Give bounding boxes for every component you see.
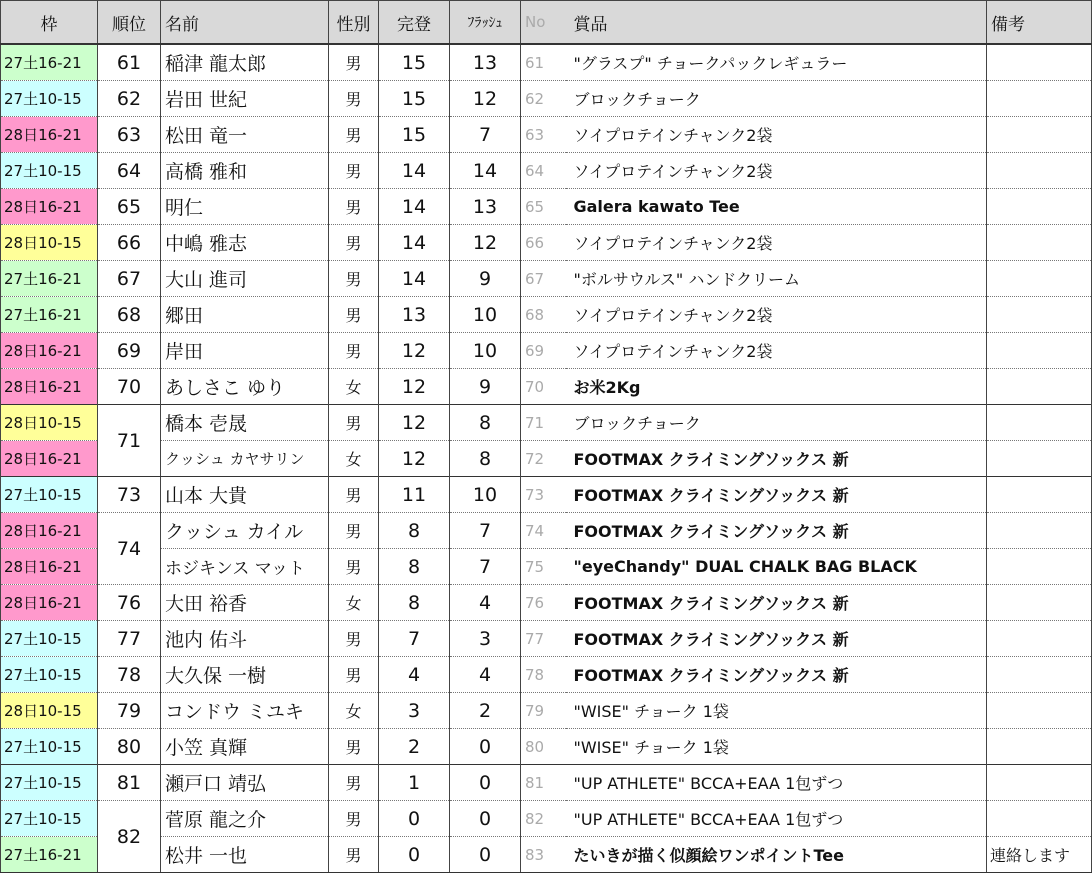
table-row xyxy=(1,513,1092,549)
complete-cell: 8 xyxy=(379,513,450,549)
rank-cell: 69 xyxy=(98,333,161,369)
note-cell xyxy=(987,369,1092,405)
slot-cell: 27土10-15 xyxy=(1,765,98,801)
slot-cell: 28日16-21 xyxy=(1,117,98,153)
sex-cell: 男 xyxy=(329,44,379,81)
complete-cell: 12 xyxy=(379,405,450,441)
flash-cell: 9 xyxy=(450,369,521,405)
prize-cell: ソイプロテインチャンク2袋 xyxy=(566,117,987,153)
name-cell: 松井 一也 xyxy=(161,837,329,873)
table-row xyxy=(1,729,1092,765)
flash-cell: 4 xyxy=(450,585,521,621)
sex-cell: 男 xyxy=(329,513,379,549)
flash-cell: 0 xyxy=(450,837,521,873)
no-cell: 62 xyxy=(521,81,566,117)
no-cell: 83 xyxy=(521,837,566,873)
sex-cell: 男 xyxy=(329,621,379,657)
complete-cell: 14 xyxy=(379,225,450,261)
no-cell: 80 xyxy=(521,729,566,765)
slot-cell: 27土16-21 xyxy=(1,837,98,873)
complete-cell: 0 xyxy=(379,801,450,837)
prize-cell: FOOTMAX クライミングソックス 新 xyxy=(566,513,987,549)
table-row xyxy=(1,189,1092,225)
rank-cell: 79 xyxy=(98,693,161,729)
table-row xyxy=(1,585,1092,621)
name-cell: 山本 大貴 xyxy=(161,477,329,513)
note-cell xyxy=(987,801,1092,837)
no-cell: 76 xyxy=(521,585,566,621)
note-cell xyxy=(987,297,1092,333)
flash-cell: 8 xyxy=(450,405,521,441)
sex-cell: 女 xyxy=(329,369,379,405)
note-cell xyxy=(987,693,1092,729)
flash-cell: 7 xyxy=(450,549,521,585)
note-cell xyxy=(987,765,1092,801)
slot-cell: 28日16-21 xyxy=(1,441,98,477)
prize-cell: ソイプロテインチャンク2袋 xyxy=(566,333,987,369)
table-row xyxy=(1,44,1092,81)
prize-cell: FOOTMAX クライミングソックス 新 xyxy=(566,657,987,693)
prize-cell: "グラスプ" チョークパックレギュラー xyxy=(566,44,987,81)
flash-cell: 13 xyxy=(450,189,521,225)
name-cell: 大山 進司 xyxy=(161,261,329,297)
complete-cell: 8 xyxy=(379,549,450,585)
table-row xyxy=(1,225,1092,261)
no-cell: 69 xyxy=(521,333,566,369)
sex-cell: 女 xyxy=(329,441,379,477)
note-cell xyxy=(987,657,1092,693)
table-row xyxy=(1,765,1092,801)
complete-cell: 1 xyxy=(379,765,450,801)
slot-cell: 28日16-21 xyxy=(1,585,98,621)
rank-cell: 80 xyxy=(98,729,161,765)
flash-cell: 0 xyxy=(450,765,521,801)
rank-cell: 66 xyxy=(98,225,161,261)
header-name: 名前 xyxy=(161,1,329,45)
no-cell: 74 xyxy=(521,513,566,549)
slot-cell: 28日16-21 xyxy=(1,369,98,405)
prize-cell: "WISE" チョーク 1袋 xyxy=(566,729,987,765)
sex-cell: 男 xyxy=(329,117,379,153)
flash-cell: 13 xyxy=(450,44,521,81)
complete-cell: 15 xyxy=(379,81,450,117)
sex-cell: 男 xyxy=(329,657,379,693)
name-cell: 松田 竜一 xyxy=(161,117,329,153)
slot-cell: 28日16-21 xyxy=(1,333,98,369)
rank-cell: 74 xyxy=(98,513,161,585)
complete-cell: 14 xyxy=(379,153,450,189)
note-cell xyxy=(987,405,1092,441)
name-cell: 岩田 世紀 xyxy=(161,81,329,117)
table-row xyxy=(1,477,1092,513)
rank-cell: 61 xyxy=(98,44,161,81)
prize-cell: "eyeChandy" DUAL CHALK BAG BLACK xyxy=(566,549,987,585)
sex-cell: 男 xyxy=(329,153,379,189)
rank-cell: 64 xyxy=(98,153,161,189)
sex-cell: 男 xyxy=(329,225,379,261)
slot-cell: 27土10-15 xyxy=(1,801,98,837)
name-cell: 瀬戸口 靖弘 xyxy=(161,765,329,801)
table-row xyxy=(1,333,1092,369)
prize-cell: ソイプロテインチャンク2袋 xyxy=(566,225,987,261)
prize-cell: ブロックチョーク xyxy=(566,81,987,117)
name-cell: 稲津 龍太郎 xyxy=(161,44,329,81)
name-cell: 岸田 xyxy=(161,333,329,369)
slot-cell: 27土10-15 xyxy=(1,477,98,513)
prize-cell: "ボルサウルス" ハンドクリーム xyxy=(566,261,987,297)
flash-cell: 7 xyxy=(450,117,521,153)
table-row xyxy=(1,549,1092,585)
rank-cell: 78 xyxy=(98,657,161,693)
flash-cell: 12 xyxy=(450,81,521,117)
table-row xyxy=(1,117,1092,153)
note-cell xyxy=(987,441,1092,477)
rank-cell: 70 xyxy=(98,369,161,405)
no-cell: 79 xyxy=(521,693,566,729)
name-cell: 橋本 壱晟 xyxy=(161,405,329,441)
name-cell: クッシュ カイル xyxy=(161,513,329,549)
note-cell xyxy=(987,117,1092,153)
no-cell: 70 xyxy=(521,369,566,405)
name-cell: 池内 佑斗 xyxy=(161,621,329,657)
flash-cell: 9 xyxy=(450,261,521,297)
rank-cell: 62 xyxy=(98,81,161,117)
complete-cell: 3 xyxy=(379,693,450,729)
flash-cell: 10 xyxy=(450,297,521,333)
no-cell: 65 xyxy=(521,189,566,225)
complete-cell: 12 xyxy=(379,441,450,477)
note-cell xyxy=(987,585,1092,621)
header-rank: 順位 xyxy=(98,1,161,45)
prize-cell: FOOTMAX クライミングソックス 新 xyxy=(566,585,987,621)
slot-cell: 27土16-21 xyxy=(1,297,98,333)
no-cell: 77 xyxy=(521,621,566,657)
no-cell: 82 xyxy=(521,801,566,837)
table-row xyxy=(1,801,1092,837)
header-sex: 性別 xyxy=(329,1,379,45)
slot-cell: 28日16-21 xyxy=(1,189,98,225)
table-row xyxy=(1,81,1092,117)
prize-cell: FOOTMAX クライミングソックス 新 xyxy=(566,477,987,513)
flash-cell: 10 xyxy=(450,333,521,369)
name-cell: 郷田 xyxy=(161,297,329,333)
table-row xyxy=(1,657,1092,693)
flash-cell: 14 xyxy=(450,153,521,189)
table-row xyxy=(1,369,1092,405)
name-cell: あしさこ ゆり xyxy=(161,369,329,405)
complete-cell: 11 xyxy=(379,477,450,513)
header-flash: ﾌﾗｯｼｭ xyxy=(450,1,521,45)
sex-cell: 男 xyxy=(329,801,379,837)
sex-cell: 男 xyxy=(329,837,379,873)
no-cell: 75 xyxy=(521,549,566,585)
rank-cell: 82 xyxy=(98,801,161,873)
flash-cell: 7 xyxy=(450,513,521,549)
complete-cell: 0 xyxy=(379,837,450,873)
name-cell: ホジキンス マット xyxy=(161,549,329,585)
name-cell: クッシュ カヤサリン xyxy=(161,441,329,477)
prize-cell: FOOTMAX クライミングソックス 新 xyxy=(566,621,987,657)
table-row xyxy=(1,261,1092,297)
sex-cell: 男 xyxy=(329,405,379,441)
complete-cell: 12 xyxy=(379,333,450,369)
note-cell xyxy=(987,225,1092,261)
no-cell: 67 xyxy=(521,261,566,297)
slot-cell: 28日10-15 xyxy=(1,693,98,729)
slot-cell: 27土10-15 xyxy=(1,81,98,117)
rank-cell: 81 xyxy=(98,765,161,801)
slot-cell: 28日16-21 xyxy=(1,513,98,549)
name-cell: 小笠 真輝 xyxy=(161,729,329,765)
slot-cell: 27土16-21 xyxy=(1,44,98,81)
name-cell: 中嶋 雅志 xyxy=(161,225,329,261)
prize-cell: Galera kawato Tee xyxy=(566,189,987,225)
slot-cell: 27土10-15 xyxy=(1,729,98,765)
rank-cell: 77 xyxy=(98,621,161,657)
note-cell xyxy=(987,477,1092,513)
complete-cell: 2 xyxy=(379,729,450,765)
table-row xyxy=(1,297,1092,333)
no-cell: 61 xyxy=(521,44,566,81)
complete-cell: 8 xyxy=(379,585,450,621)
no-cell: 72 xyxy=(521,441,566,477)
note-cell xyxy=(987,621,1092,657)
slot-cell: 28日10-15 xyxy=(1,405,98,441)
slot-cell: 27土10-15 xyxy=(1,153,98,189)
complete-cell: 14 xyxy=(379,189,450,225)
flash-cell: 4 xyxy=(450,657,521,693)
note-cell xyxy=(987,153,1092,189)
prize-cell: "WISE" チョーク 1袋 xyxy=(566,693,987,729)
header-prize: 賞品 xyxy=(566,1,987,45)
flash-cell: 0 xyxy=(450,729,521,765)
name-cell: 高橋 雅和 xyxy=(161,153,329,189)
rank-cell: 65 xyxy=(98,189,161,225)
note-cell xyxy=(987,513,1092,549)
complete-cell: 15 xyxy=(379,117,450,153)
complete-cell: 15 xyxy=(379,44,450,81)
note-cell xyxy=(987,44,1092,81)
sex-cell: 男 xyxy=(329,549,379,585)
sex-cell: 男 xyxy=(329,261,379,297)
rank-cell: 71 xyxy=(98,405,161,477)
flash-cell: 8 xyxy=(450,441,521,477)
sex-cell: 女 xyxy=(329,693,379,729)
no-cell: 81 xyxy=(521,765,566,801)
table-row xyxy=(1,405,1092,441)
flash-cell: 0 xyxy=(450,801,521,837)
prize-cell: ソイプロテインチャンク2袋 xyxy=(566,297,987,333)
note-cell xyxy=(987,81,1092,117)
prize-cell: ソイプロテインチャンク2袋 xyxy=(566,153,987,189)
flash-cell: 2 xyxy=(450,693,521,729)
rank-cell: 68 xyxy=(98,297,161,333)
table-row xyxy=(1,441,1092,477)
flash-cell: 3 xyxy=(450,621,521,657)
no-cell: 73 xyxy=(521,477,566,513)
header-no: No xyxy=(521,1,566,45)
complete-cell: 7 xyxy=(379,621,450,657)
complete-cell: 4 xyxy=(379,657,450,693)
complete-cell: 12 xyxy=(379,369,450,405)
name-cell: 大久保 一樹 xyxy=(161,657,329,693)
rank-cell: 76 xyxy=(98,585,161,621)
prize-cell: お米2Kg xyxy=(566,369,987,405)
name-cell: 明仁 xyxy=(161,189,329,225)
sex-cell: 女 xyxy=(329,585,379,621)
complete-cell: 14 xyxy=(379,261,450,297)
sex-cell: 男 xyxy=(329,189,379,225)
note-cell xyxy=(987,189,1092,225)
no-cell: 66 xyxy=(521,225,566,261)
prize-cell: たいきが描く似顔絵ワンポイントTee xyxy=(566,837,987,873)
sex-cell: 男 xyxy=(329,729,379,765)
header-waku: 枠 xyxy=(1,1,98,45)
note-cell xyxy=(987,333,1092,369)
sex-cell: 男 xyxy=(329,297,379,333)
note-cell: 連絡します xyxy=(987,837,1092,873)
sex-cell: 男 xyxy=(329,765,379,801)
no-cell: 64 xyxy=(521,153,566,189)
slot-cell: 28日10-15 xyxy=(1,225,98,261)
prize-cell: "UP ATHLETE" BCCA+EAA 1包ずつ xyxy=(566,765,987,801)
sex-cell: 男 xyxy=(329,81,379,117)
no-cell: 63 xyxy=(521,117,566,153)
no-cell: 68 xyxy=(521,297,566,333)
sex-cell: 男 xyxy=(329,477,379,513)
note-cell xyxy=(987,549,1092,585)
slot-cell: 28日16-21 xyxy=(1,549,98,585)
rank-cell: 73 xyxy=(98,477,161,513)
sex-cell: 男 xyxy=(329,333,379,369)
complete-cell: 13 xyxy=(379,297,450,333)
table-header-row xyxy=(1,1,1092,45)
prize-cell: ブロックチョーク xyxy=(566,405,987,441)
header-complete: 完登 xyxy=(379,1,450,45)
table-row xyxy=(1,153,1092,189)
name-cell: 菅原 龍之介 xyxy=(161,801,329,837)
no-cell: 78 xyxy=(521,657,566,693)
name-cell: コンドウ ミユキ xyxy=(161,693,329,729)
slot-cell: 27土10-15 xyxy=(1,621,98,657)
note-cell xyxy=(987,729,1092,765)
table-row xyxy=(1,837,1092,873)
slot-cell: 27土10-15 xyxy=(1,657,98,693)
header-note: 備考 xyxy=(987,1,1092,45)
slot-cell: 27土16-21 xyxy=(1,261,98,297)
prize-cell: "UP ATHLETE" BCCA+EAA 1包ずつ xyxy=(566,801,987,837)
flash-cell: 10 xyxy=(450,477,521,513)
flash-cell: 12 xyxy=(450,225,521,261)
note-cell xyxy=(987,261,1092,297)
table-row xyxy=(1,693,1092,729)
no-cell: 71 xyxy=(521,405,566,441)
prize-cell: FOOTMAX クライミングソックス 新 xyxy=(566,441,987,477)
name-cell: 大田 裕香 xyxy=(161,585,329,621)
rank-cell: 63 xyxy=(98,117,161,153)
table-row xyxy=(1,621,1092,657)
rank-cell: 67 xyxy=(98,261,161,297)
